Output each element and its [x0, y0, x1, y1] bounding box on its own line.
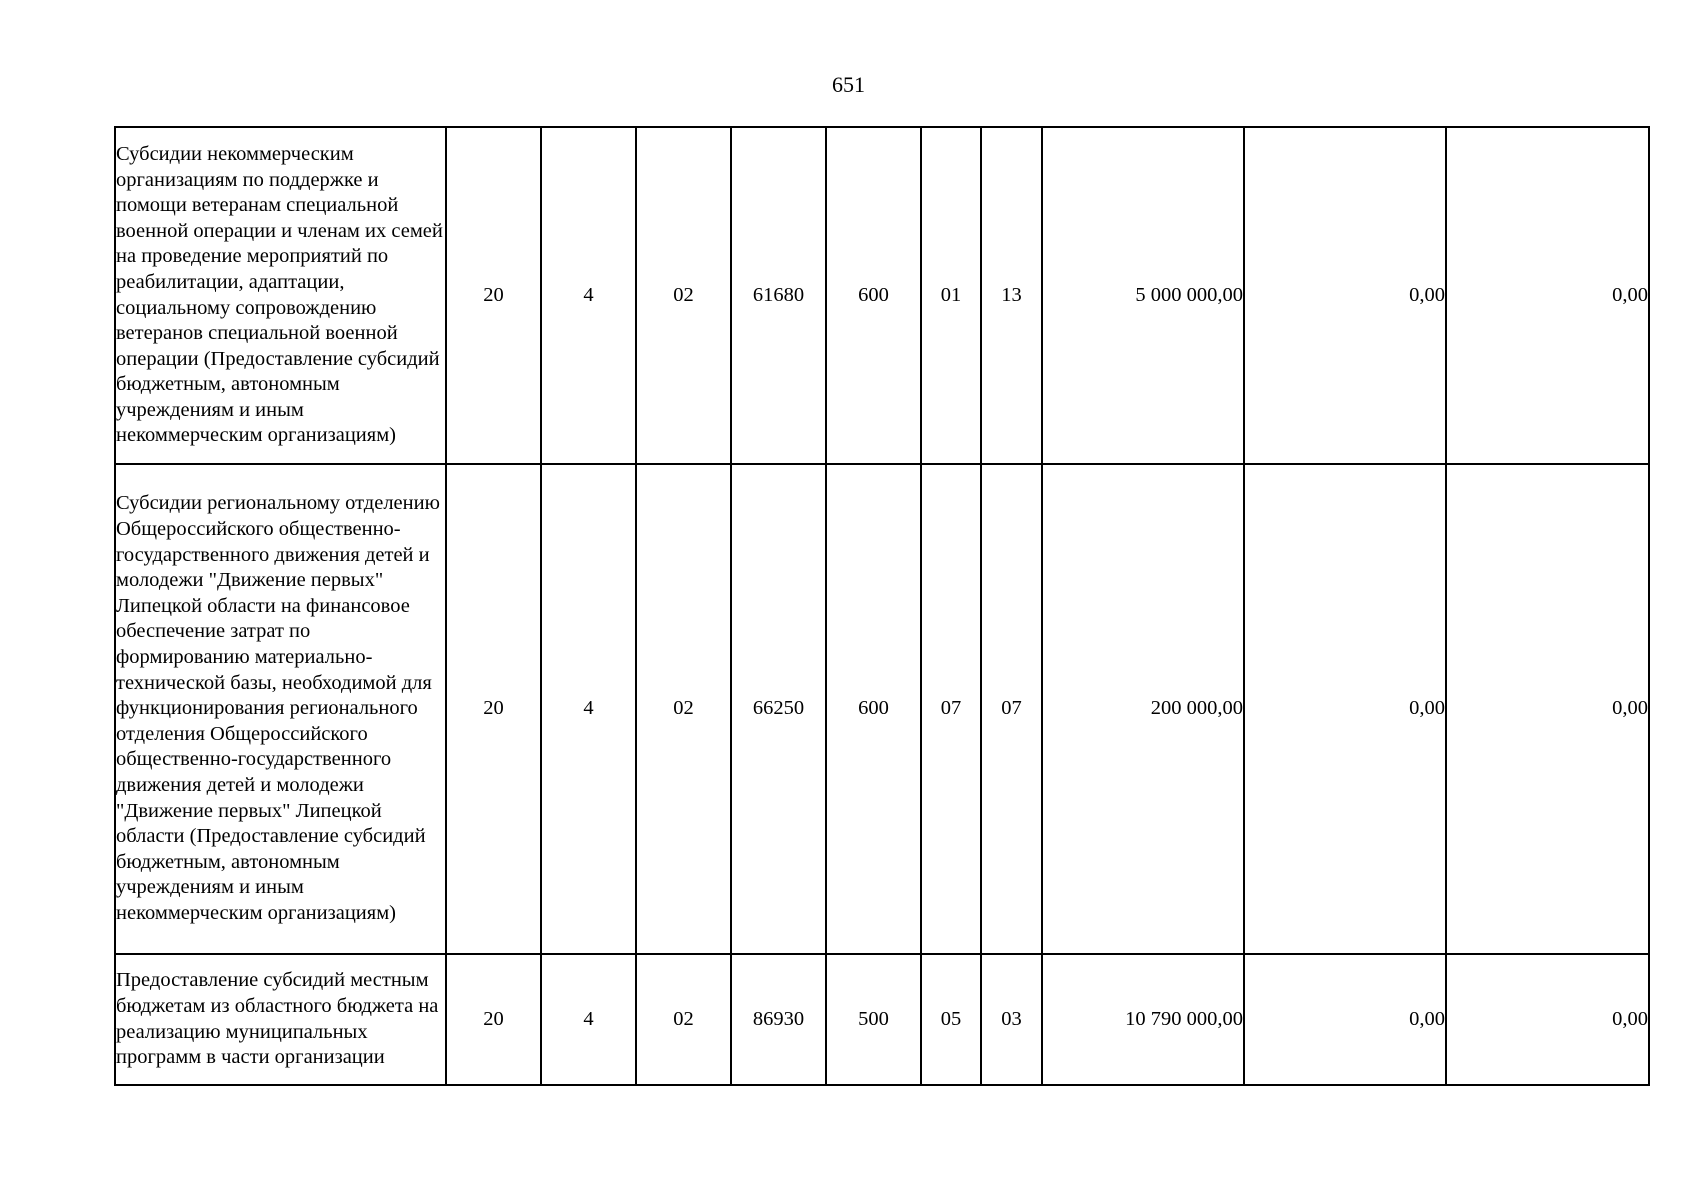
- code-program: 20: [446, 127, 541, 464]
- amount-year-1: 10 790 000,00: [1042, 954, 1244, 1085]
- code-subprogram: 4: [541, 127, 636, 464]
- code-program: 20: [446, 954, 541, 1085]
- code-event: 02: [636, 464, 731, 954]
- amount-year-2: 0,00: [1244, 127, 1446, 464]
- code-program: 20: [446, 464, 541, 954]
- code-expense-type: 500: [826, 954, 921, 1085]
- page-number: 651: [832, 72, 865, 97]
- code-subsection: 13: [981, 127, 1042, 464]
- budget-table: [114, 126, 1650, 1086]
- amount-year-1: 5 000 000,00: [1042, 127, 1244, 464]
- code-subsection: 03: [981, 954, 1042, 1085]
- code-section: 01: [921, 127, 981, 464]
- amount-year-3: 0,00: [1446, 954, 1649, 1085]
- amount-year-2: 0,00: [1244, 954, 1446, 1085]
- row-description: Предоставление субсидий местным бюджетам из областного бюджета на реализацию муниципальных программ в части организации: [115, 954, 446, 1085]
- code-event: 02: [636, 954, 731, 1085]
- code-subprogram: 4: [541, 954, 636, 1085]
- code-expense-type: 600: [826, 464, 921, 954]
- table-row: [115, 954, 1649, 1085]
- code-section: 07: [921, 464, 981, 954]
- code-subprogram: 4: [541, 464, 636, 954]
- amount-year-1: 200 000,00: [1042, 464, 1244, 954]
- code-direction: 86930: [731, 954, 826, 1085]
- row-description: Субсидии региональному отделению Общероссийского общественно-государственного движения детей и молодежи "Движение первых" Липецкой области на финансовое обеспечение затрат по формированию материально-технической базы, необходимой для функционирования регионального отделения Общероссийского общественно-государственного движения детей и молодежи "Движение первых" Липецкой области (Предоставление субсидий бюджетным, автономным учреждениям и иным некоммерческим организациям): [115, 464, 446, 954]
- code-subsection: 07: [981, 464, 1042, 954]
- code-section: 05: [921, 954, 981, 1085]
- amount-year-3: 0,00: [1446, 464, 1649, 954]
- code-direction: 61680: [731, 127, 826, 464]
- amount-year-2: 0,00: [1244, 464, 1446, 954]
- table-row: [115, 127, 1649, 464]
- row-description: Субсидии некоммерческим организациям по поддержке и помощи ветеранам специальной военной операции и членам их семей на проведение мероприятий по реабилитации, адаптации, социальному сопровождению ветеранов специальной военной операции (Предоставление субсидий бюджетным, автономным учреждениям и иным некоммерческим организациям): [115, 127, 446, 464]
- code-expense-type: 600: [826, 127, 921, 464]
- table-row: [115, 464, 1649, 954]
- amount-year-3: 0,00: [1446, 127, 1649, 464]
- code-direction: 66250: [731, 464, 826, 954]
- code-event: 02: [636, 127, 731, 464]
